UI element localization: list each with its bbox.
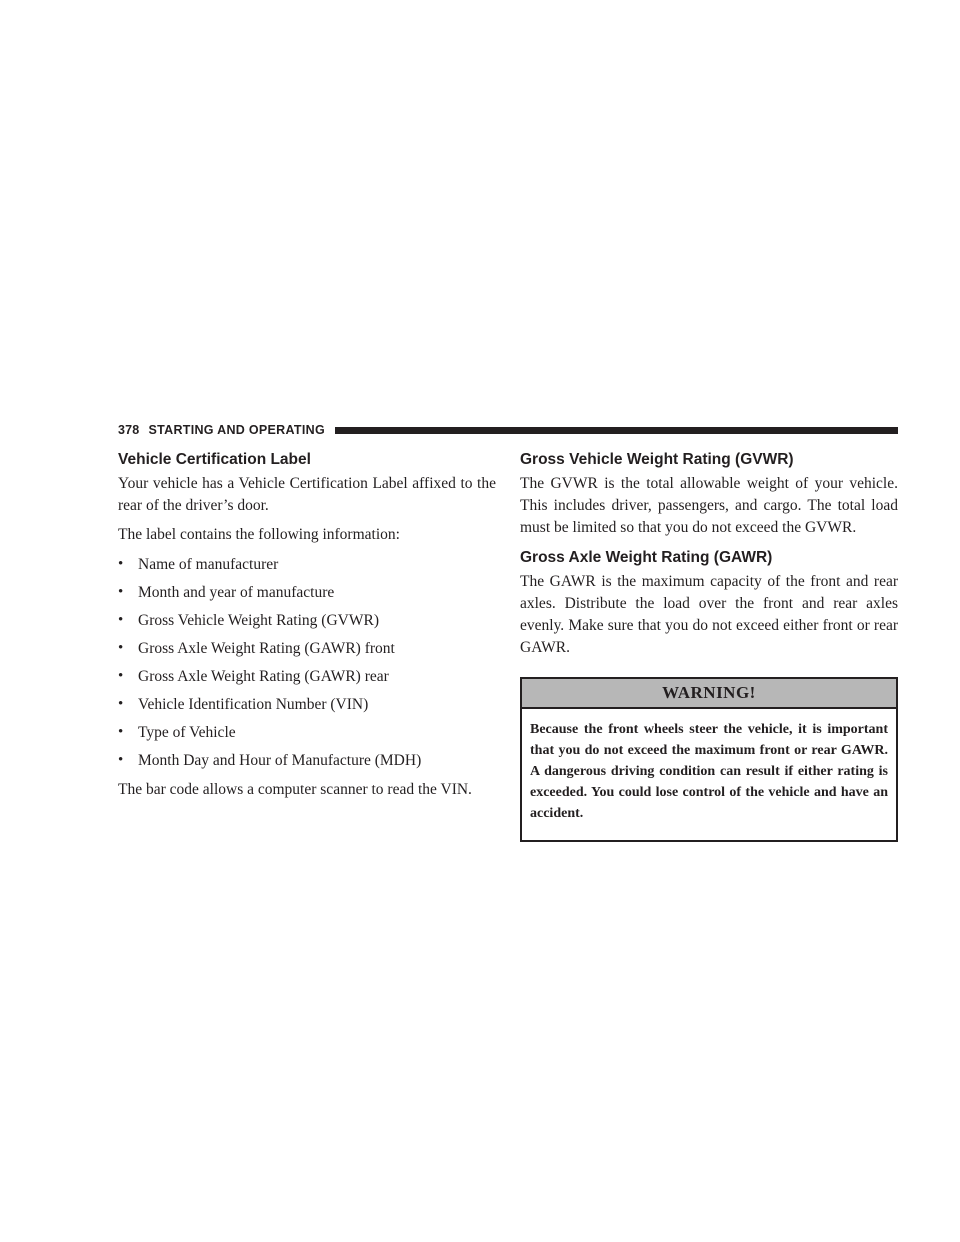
left-column [118,450,496,801]
list-item [118,583,496,602]
list-item-text: Gross Vehicle Weight Rating (GVWR) [138,612,379,629]
gawr-text: The GAWR is the maximum capacity of the front and rear axles. Distribute the load over the front and rear axles evenly. Make sure that you do not exceed either front or rear GAWR. [520,573,898,656]
list-item [118,667,496,686]
warning-title: WARNING! [522,679,896,709]
list-item-text: Gross Axle Weight Rating (GAWR) rear [138,668,389,685]
page-header [118,420,898,440]
right-column [520,450,898,842]
label-info-list [118,555,496,770]
gvwr-heading: Gross Vehicle Weight Rating (GVWR) [520,451,794,468]
bullet-icon: • [118,724,124,740]
list-item [118,555,496,574]
certification-label-intro: Your vehicle has a Vehicle Certification Label affixed to the rear of the driver’s door. [118,475,496,514]
list-item [118,723,496,742]
list-item-text: Type of Vehicle [138,724,236,741]
bullet-icon: • [118,668,124,684]
bullet-icon: • [118,752,124,768]
list-item-text: Gross Axle Weight Rating (GAWR) front [138,640,395,657]
list-item [118,611,496,630]
bullet-icon: • [118,612,124,628]
list-item [118,751,496,770]
gvwr-text: The GVWR is the total allowable weight of your vehicle. This includes driver, passengers, and cargo. The total load must be limited so that you do not exceed the GVWR. [520,475,898,536]
list-item-text: Month Day and Hour of Manufacture (MDH) [138,752,422,769]
warning-box [520,677,898,842]
bullet-icon: • [118,696,124,712]
list-item-text: Name of manufacturer [138,556,279,573]
bullet-icon: • [118,640,124,656]
label-contains-text: The label contains the following information: [118,526,400,543]
page-number: 378 [118,423,140,437]
list-item-text: Vehicle Identification Number (VIN) [138,696,369,713]
bullet-icon: • [118,584,124,600]
list-item [118,639,496,658]
vehicle-certification-label-heading: Vehicle Certification Label [118,451,311,468]
bar-code-text: The bar code allows a computer scanner to read the VIN. [118,781,472,798]
header-rule [335,427,898,434]
list-item-text: Month and year of manufacture [138,584,335,601]
section-name: STARTING AND OPERATING [148,423,325,437]
list-item [118,695,496,714]
warning-text: Because the front wheels steer the vehicle, it is important that you do not exceed the maximum front or rear GAWR. A dangerous driving condition can result if either rating is exceeded. You could lose control of the vehicle and have an accident. [530,722,888,821]
gawr-heading: Gross Axle Weight Rating (GAWR) [520,549,773,566]
bullet-icon: • [118,556,124,572]
